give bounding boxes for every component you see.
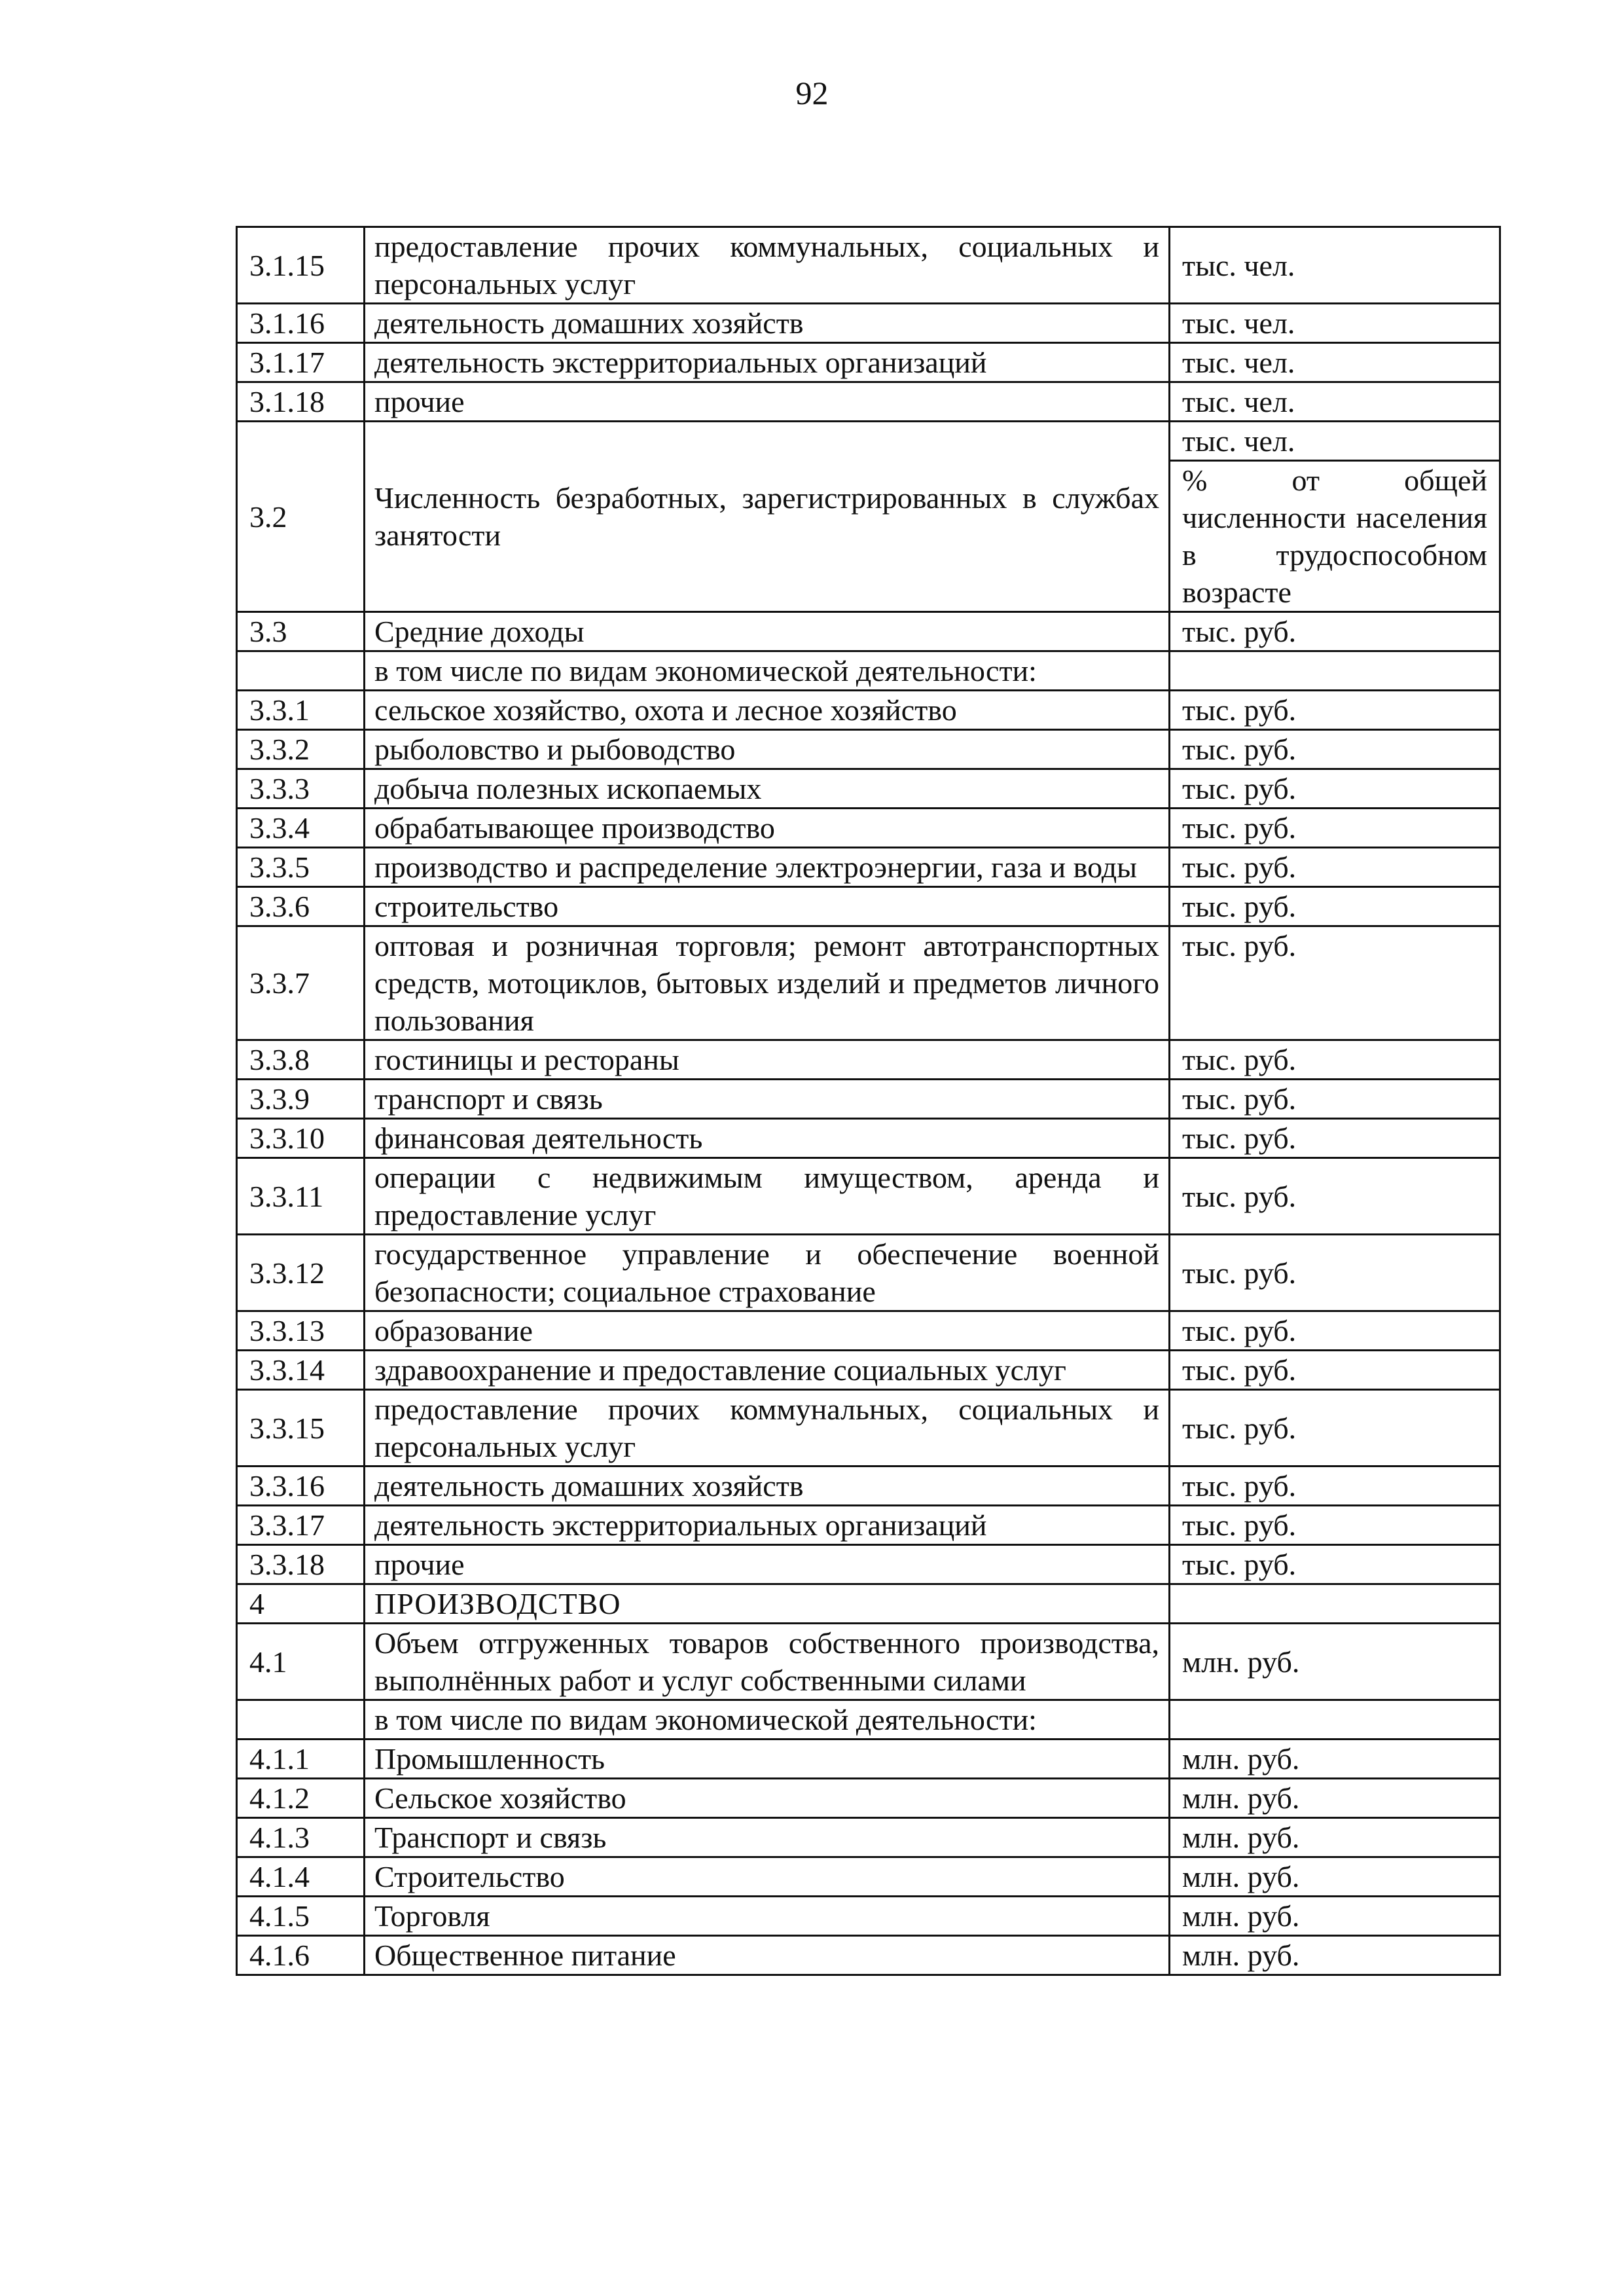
row-name: Средние доходы — [365, 612, 1170, 651]
table-row — [237, 887, 1500, 926]
row-name: предоставление прочих коммунальных, социальных и персональных услуг — [365, 1390, 1170, 1467]
row-code: 3.3.13 — [237, 1311, 365, 1351]
row-name: Объем отгруженных товаров собственного производства, выполнённых работ и услуг собственными силами — [365, 1624, 1170, 1700]
row-code: 3.3.17 — [237, 1506, 365, 1545]
row-name: обрабатывающее производство — [365, 809, 1170, 848]
row-unit: тыс. руб. — [1170, 1235, 1500, 1311]
row-name: Промышленность — [365, 1740, 1170, 1779]
row-code: 4 — [237, 1584, 365, 1624]
row-unit-secondary: % от общей численности населения в трудоспособном возрасте — [1182, 464, 1487, 609]
row-code: 3.3.12 — [237, 1235, 365, 1311]
table-row — [237, 1351, 1500, 1390]
row-unit: млн. руб. — [1170, 1779, 1500, 1818]
row-code: 3.1.17 — [237, 343, 365, 382]
table-row — [237, 1624, 1500, 1700]
row-code: 4.1.5 — [237, 1897, 365, 1936]
row-code: 3.3.6 — [237, 887, 365, 926]
row-name: Численность безработных, зарегистрированных в службах занятости — [365, 422, 1170, 612]
row-unit: тыс. чел. — [1170, 343, 1500, 382]
row-name: финансовая деятельность — [365, 1119, 1170, 1158]
row-code: 4.1.1 — [237, 1740, 365, 1779]
row-unit: млн. руб. — [1170, 1857, 1500, 1897]
table-row — [237, 1584, 1500, 1624]
row-name: деятельность домашних хозяйств — [365, 304, 1170, 343]
row-name: здравоохранение и предоставление социальных услуг — [365, 1351, 1170, 1390]
table-row — [237, 1506, 1500, 1545]
row-name: Транспорт и связь — [365, 1818, 1170, 1857]
row-code: 3.3.1 — [237, 691, 365, 730]
table-row — [237, 422, 1500, 612]
table-row — [237, 382, 1500, 422]
table-row — [237, 1158, 1500, 1235]
row-code: 4.1 — [237, 1624, 365, 1700]
row-code: 4.1.6 — [237, 1936, 365, 1975]
row-unit — [1170, 1700, 1500, 1740]
row-code — [237, 1700, 365, 1740]
row-code: 3.3.16 — [237, 1467, 365, 1506]
row-name: прочие — [365, 382, 1170, 422]
row-name: строительство — [365, 887, 1170, 926]
row-code: 3.3.7 — [237, 926, 365, 1040]
row-unit: тыс. руб. — [1170, 1080, 1500, 1119]
row-name: предоставление прочих коммунальных, социальных и персональных услуг — [365, 227, 1170, 304]
row-unit: млн. руб. — [1170, 1818, 1500, 1857]
row-name: Строительство — [365, 1857, 1170, 1897]
row-unit — [1170, 651, 1500, 691]
row-unit: тыс. руб. — [1170, 1506, 1500, 1545]
row-code: 3.1.18 — [237, 382, 365, 422]
table-row — [237, 1119, 1500, 1158]
row-unit: тыс. чел. — [1170, 227, 1500, 304]
row-code: 3.3.8 — [237, 1040, 365, 1080]
row-name: Общественное питание — [365, 1936, 1170, 1975]
row-unit: млн. руб. — [1170, 1740, 1500, 1779]
row-unit: тыс. руб. — [1170, 612, 1500, 651]
row-code: 3.3.14 — [237, 1351, 365, 1390]
table-row — [237, 1390, 1500, 1467]
table-row — [237, 1545, 1500, 1584]
row-name: образование — [365, 1311, 1170, 1351]
row-name: Сельское хозяйство — [365, 1779, 1170, 1818]
row-unit: тыс. чел. — [1170, 304, 1500, 343]
row-name: добыча полезных ископаемых — [365, 769, 1170, 809]
row-name: государственное управление и обеспечение военной безопасности; социальное страхование — [365, 1235, 1170, 1311]
table-row — [237, 651, 1500, 691]
row-name: в том числе по видам экономической деятельности: — [365, 651, 1170, 691]
row-name: операции с недвижимым имуществом, аренда и предоставление услуг — [365, 1158, 1170, 1235]
row-name: гостиницы и рестораны — [365, 1040, 1170, 1080]
row-name: транспорт и связь — [365, 1080, 1170, 1119]
row-unit: тыс. руб. — [1170, 730, 1500, 769]
row-name: сельское хозяйство, охота и лесное хозяйство — [365, 691, 1170, 730]
row-unit: млн. руб. — [1170, 1897, 1500, 1936]
row-name: рыболовство и рыбоводство — [365, 730, 1170, 769]
row-code: 3.3.11 — [237, 1158, 365, 1235]
row-unit: тыс. чел. — [1170, 422, 1499, 462]
row-unit: тыс. руб. — [1170, 1545, 1500, 1584]
row-unit: тыс. руб. — [1170, 809, 1500, 848]
page-number: 92 — [795, 75, 829, 111]
table-row — [237, 1857, 1500, 1897]
row-name: деятельность домашних хозяйств — [365, 1467, 1170, 1506]
table-row — [237, 1936, 1500, 1975]
table-row — [237, 1779, 1500, 1818]
table-row — [237, 1897, 1500, 1936]
table-row — [237, 926, 1500, 1040]
row-name: деятельность экстерриториальных организаций — [365, 343, 1170, 382]
row-name: деятельность экстерриториальных организаций — [365, 1506, 1170, 1545]
indicator-table — [236, 226, 1501, 1976]
row-unit: тыс. руб. — [1170, 1351, 1500, 1390]
row-unit: тыс. руб. — [1170, 769, 1500, 809]
row-name: прочие — [365, 1545, 1170, 1584]
table-row — [237, 1235, 1500, 1311]
table-row — [237, 227, 1500, 304]
table-row — [237, 343, 1500, 382]
table-row — [237, 1818, 1500, 1857]
row-unit: млн. руб. — [1170, 1624, 1500, 1700]
row-unit: тыс. руб. — [1170, 887, 1500, 926]
row-name: оптовая и розничная торговля; ремонт автотранспортных средств, мотоциклов, бытовых изделий и предметов личного пользования — [365, 926, 1170, 1040]
table-row — [237, 1740, 1500, 1779]
table-row — [237, 848, 1500, 887]
row-code: 3.3.9 — [237, 1080, 365, 1119]
table-row — [237, 809, 1500, 848]
table-row — [237, 612, 1500, 651]
section-title: ПРОИЗВОДСТВО — [365, 1584, 1170, 1624]
row-code: 3.3.5 — [237, 848, 365, 887]
table-row — [237, 1040, 1500, 1080]
row-name: Торговля — [365, 1897, 1170, 1936]
row-code: 4.1.4 — [237, 1857, 365, 1897]
row-code: 3.1.15 — [237, 227, 365, 304]
row-code: 3.1.16 — [237, 304, 365, 343]
row-code: 3.3.3 — [237, 769, 365, 809]
row-code: 3.3.4 — [237, 809, 365, 848]
row-unit: млн. руб. — [1170, 1936, 1500, 1975]
row-name: производство и распределение электроэнергии, газа и воды — [365, 848, 1170, 887]
row-unit: тыс. руб. — [1170, 848, 1500, 887]
row-unit: тыс. руб. — [1170, 1390, 1500, 1467]
row-unit: тыс. чел. — [1170, 382, 1500, 422]
row-unit: тыс. руб. — [1170, 1467, 1500, 1506]
row-code: 3.3.15 — [237, 1390, 365, 1467]
table-row — [237, 769, 1500, 809]
row-unit: тыс. руб. — [1170, 1311, 1500, 1351]
row-unit: тыс. руб. — [1170, 926, 1500, 1040]
row-code: 3.3.18 — [237, 1545, 365, 1584]
table-row — [237, 1700, 1500, 1740]
row-code: 3.3 — [237, 612, 365, 651]
row-code: 4.1.3 — [237, 1818, 365, 1857]
table-row — [237, 1080, 1500, 1119]
row-unit: тыс. руб. — [1170, 691, 1500, 730]
row-code: 3.3.2 — [237, 730, 365, 769]
table-row — [237, 1467, 1500, 1506]
row-name: в том числе по видам экономической деятельности: — [365, 1700, 1170, 1740]
row-code: 3.3.10 — [237, 1119, 365, 1158]
row-code: 3.2 — [237, 422, 365, 612]
table-row — [237, 304, 1500, 343]
row-unit — [1170, 1584, 1500, 1624]
table-row — [237, 730, 1500, 769]
table-row — [237, 691, 1500, 730]
row-code: 4.1.2 — [237, 1779, 365, 1818]
row-code — [237, 651, 365, 691]
table-row — [237, 1311, 1500, 1351]
row-unit: тыс. руб. — [1170, 1158, 1500, 1235]
row-unit: тыс. руб. — [1170, 1119, 1500, 1158]
row-unit-split — [1170, 422, 1500, 612]
row-unit: тыс. руб. — [1170, 1040, 1500, 1080]
